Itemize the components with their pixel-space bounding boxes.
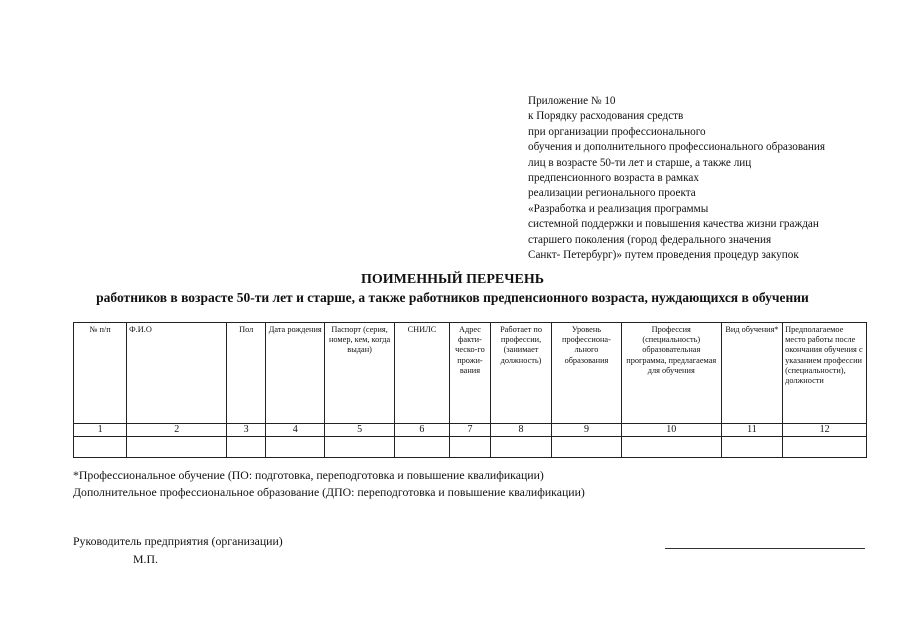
- column-number: 2: [127, 424, 227, 437]
- table-header-row: [74, 323, 867, 424]
- appendix-line: реализации регионального проекта: [528, 187, 696, 200]
- footnote-line: *Профессиональное обучение (ПО: подготовка, переподготовка и повышение квалификации): [73, 468, 544, 482]
- appendix-line: предпенсионного возраста в рамках: [528, 172, 699, 185]
- appendix-line: лиц в возрасте 50-ти лет и старше, а также лиц: [528, 156, 752, 169]
- appendix-line: Санкт- Петербург)» путем проведения процедур закупок: [528, 249, 799, 262]
- table-header-cell: Предполагаемое место работы после окончания обучения с указанием профессии (специальности), должности: [783, 323, 867, 424]
- table-header-cell: № п/п: [74, 323, 127, 424]
- table-cell[interactable]: [394, 437, 449, 458]
- table-cell[interactable]: [325, 437, 394, 458]
- signature-line: [665, 548, 865, 549]
- appendix-line: к Порядку расходования средств: [528, 110, 684, 123]
- column-number: 1: [74, 424, 127, 437]
- workers-table: [73, 322, 867, 458]
- table-cell[interactable]: [490, 437, 551, 458]
- footnotes: [73, 467, 585, 501]
- column-number: 3: [227, 424, 266, 437]
- table-header-cell: Вид обучения*: [721, 323, 782, 424]
- table-cell[interactable]: [266, 437, 325, 458]
- table-header-cell: Адрес факти-ческо-го прожи-вания: [450, 323, 491, 424]
- table-header-cell: Пол: [227, 323, 266, 424]
- table-cell[interactable]: [127, 437, 227, 458]
- document-subtitle: работников в возрасте 50-ти лет и старше, а также работников предпенсионного возраста, нуждающихся в обучении: [96, 290, 809, 305]
- table-cell[interactable]: [621, 437, 721, 458]
- column-number: 8: [490, 424, 551, 437]
- appendix-block: [528, 94, 898, 263]
- appendix-line: Приложение № 10: [528, 95, 616, 107]
- table-cell[interactable]: [74, 437, 127, 458]
- footnote-line: Дополнительное профессиональное образование (ДПО: переподготовка и повышение квалификации): [73, 485, 585, 499]
- table-cell[interactable]: [783, 437, 867, 458]
- appendix-line: системной поддержки и повышения качества жизни граждан: [528, 218, 819, 231]
- table-header-cell: Уровень профессиона-льного образования: [552, 323, 621, 424]
- signer-label: Руководитель предприятия (организации): [73, 534, 283, 548]
- appendix-line: старшего поколения (город федерального значения: [528, 233, 772, 246]
- table-cell[interactable]: [721, 437, 782, 458]
- column-number: 7: [450, 424, 491, 437]
- table-header-cell: Дата рождения: [266, 323, 325, 424]
- column-number: 6: [394, 424, 449, 437]
- table-header-cell: Профессия (специальность) образовательная программа, предлагаемая для обучения: [621, 323, 721, 424]
- table-number-row: [74, 424, 867, 437]
- column-number: 12: [783, 424, 867, 437]
- column-number: 4: [266, 424, 325, 437]
- document-title: ПОИМЕННЫЙ ПЕРЕЧЕНЬ: [360, 272, 544, 287]
- column-number: 9: [552, 424, 621, 437]
- table-header-cell: СНИЛС: [394, 323, 449, 424]
- table-header-cell: Паспорт (серия, номер, кем, когда выдан): [325, 323, 394, 424]
- table-cell[interactable]: [227, 437, 266, 458]
- appendix-line: «Разработка и реализация программы: [528, 202, 709, 215]
- appendix-line: обучения и дополнительного профессионального образования: [528, 141, 826, 154]
- table-header-cell: Ф.И.О: [127, 323, 227, 424]
- column-number: 11: [721, 424, 782, 437]
- stamp-label: М.П.: [133, 552, 158, 566]
- column-number: 10: [621, 424, 721, 437]
- table-header-cell: Работает по профессии, (занимает должность): [490, 323, 551, 424]
- column-number: 5: [325, 424, 394, 437]
- table-row: [74, 437, 867, 458]
- appendix-line: при организации профессионального: [528, 125, 706, 138]
- table-cell[interactable]: [450, 437, 491, 458]
- table-cell[interactable]: [552, 437, 621, 458]
